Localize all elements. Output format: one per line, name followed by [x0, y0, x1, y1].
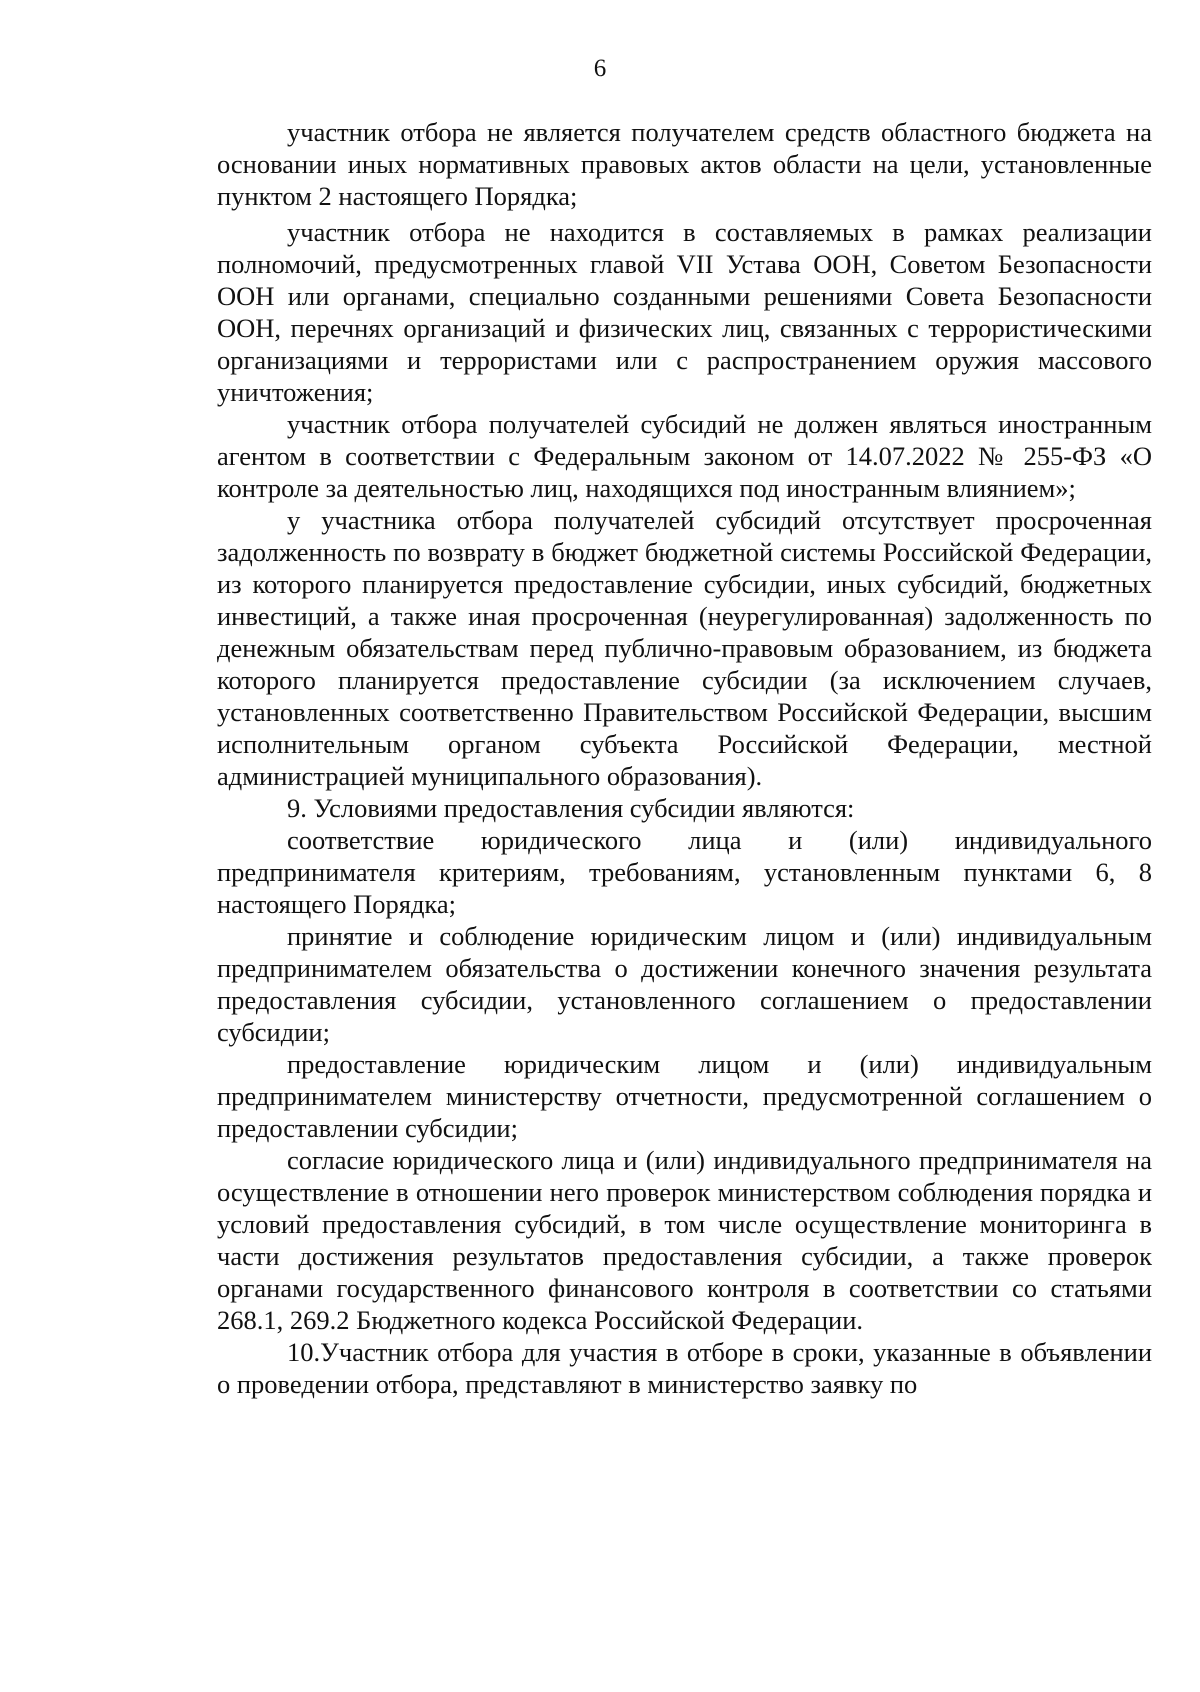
paragraph-no-overdue-debt: у участника отбора получателей субсидий отсутствует просроченная задолженность по возврату в бюджет бюджетной системы Российской Федерации, из которого планируется предоставление субсидии, иных субсидий, бюджетных инвестиций, а также иная просроченная (неурегулированная) задолженность по денежным обязательствам перед публично-правовым образованием, из бюджета которого планируется предоставление субсидии (за исключением случаев, установленных соответственно Правительством Российской Федерации, высшим исполнительным органом субъекта Российской Федерации, местной администрацией муниципального образования).: [217, 505, 1152, 791]
paragraph-inspection-consent: согласие юридического лица и (или) индивидуального предпринимателя на осуществление в отношении него проверок министерством соблюдения порядка и условий предоставления субсидий, в том числе осуществление мониторинга в части достижения результатов предоставления субсидии, а также проверок органами государственного финансового контроля в соответствии со статьями 268.1, 269.2 Бюджетного кодекса Российской Федерации.: [217, 1145, 1152, 1335]
paragraph-un-sanctions-list: участник отбора не находится в составляемых в рамках реализации полномочий, предусмотренных главой VII Устава ООН, Советом Безопасности ООН или органами, специально созданными решениями Совета Безопасности ООН, перечнях организаций и физических лиц, связанных с террористическими организациями и террористами или с распространением оружия массового уничтожения;: [217, 217, 1152, 407]
paragraph-not-recipient: участник отбора не является получателем средств областного бюджета на основании иных нормативных правовых актов области на цели, установленные пунктом 2 настоящего Порядка;: [217, 117, 1152, 211]
paragraph-foreign-agent: участник отбора получателей субсидий не должен являться иностранным агентом в соответствии с Федеральным законом от 14.07.2022 № 255-ФЗ «О контроле за деятельностью лиц, находящихся под иностранным влиянием»;: [217, 409, 1152, 503]
paragraph-section-9-heading: 9. Условиями предоставления субсидии являются:: [287, 793, 855, 823]
paragraph-reporting: предоставление юридическим лицом и (или) индивидуальным предпринимателем министерству отчетности, предусмотренной соглашением о предоставлении субсидии;: [217, 1049, 1152, 1143]
paragraph-compliance-criteria: соответствие юридического лица и (или) индивидуального предпринимателя критериям, требованиям, установленным пунктами 6, 8 настоящего Порядка;: [217, 825, 1152, 919]
page-number: 6: [593, 55, 607, 82]
paragraph-result-obligation: принятие и соблюдение юридическим лицом и (или) индивидуальным предпринимателем обязательства о достижении конечного значения результата предоставления субсидии, установленного соглашением о предоставлении субсидии;: [217, 921, 1152, 1047]
paragraph-section-10: 10.Участник отбора для участия в отборе в сроки, указанные в объявлении о проведении отбора, представляют в министерство заявку по: [217, 1337, 1152, 1399]
document-body: [217, 116, 1152, 1400]
